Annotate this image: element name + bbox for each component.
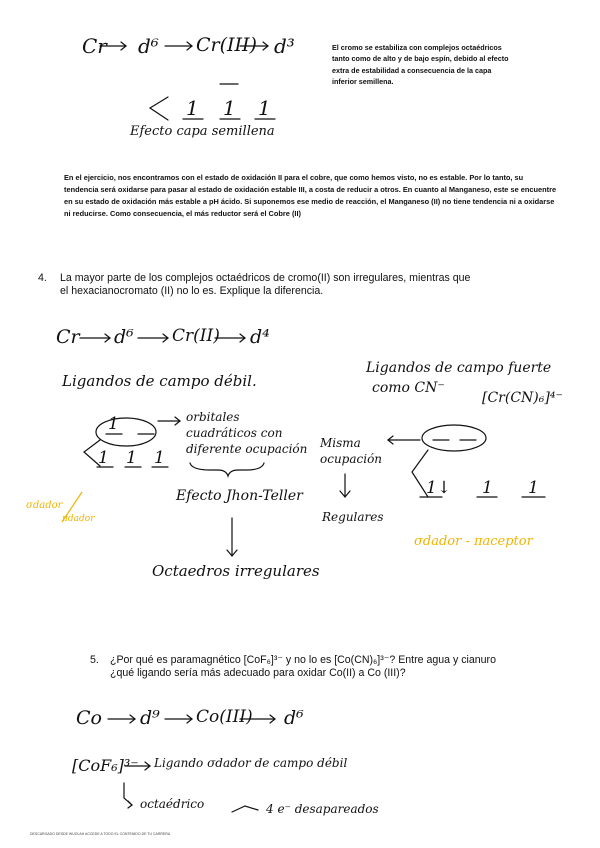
weak-top-electron: 1 bbox=[108, 414, 119, 434]
orbital-electron-1: 1 bbox=[186, 96, 199, 120]
orbital-electron-2: 1 bbox=[223, 96, 236, 120]
strong-bottom-electron-1: 1↓ bbox=[426, 478, 452, 498]
q4-eq-cr2: Cr(II) bbox=[172, 326, 220, 346]
cof6-formula: [CoF₆]³⁻ bbox=[72, 756, 139, 775]
octahedral-label: octaédrico bbox=[140, 797, 205, 811]
q5-eq-co3: Co(III) bbox=[196, 707, 253, 727]
jahn-teller-label: Efecto Jhon-Teller bbox=[176, 488, 303, 504]
eq-cr3-ion: Cr(III) bbox=[196, 34, 257, 56]
hexacyanochromate-formula: [Cr(CN)₆]⁴⁻ bbox=[482, 390, 563, 406]
question-5-line-2: ¿qué ligando sería más adecuado para oxidar Co(II) a Co (III)? bbox=[110, 667, 406, 679]
weak-sigma-ligand-label: Ligando σdador de campo débil bbox=[154, 756, 348, 770]
same-occupancy-1: Misma bbox=[320, 436, 361, 450]
sigma-donor-label: σdador bbox=[26, 500, 63, 511]
pi-donor-label: πdador bbox=[62, 514, 95, 524]
page-footer: DESCARGADO DESDE WUOLAH ACCEDE A TODO EL CONTENIDO DE TU CARRERA bbox=[30, 832, 171, 836]
eq-cr-symbol: Cr bbox=[82, 34, 107, 58]
weak-bottom-electron-2: 1 bbox=[126, 448, 137, 468]
question-4-number: 4. bbox=[38, 272, 47, 284]
weak-bottom-electron-1: 1 bbox=[98, 448, 109, 468]
same-occupancy-2: ocupación bbox=[320, 452, 383, 466]
orbitals-note-1: orbitales bbox=[186, 410, 240, 424]
explanation-paragraph: En el ejercicio, nos encontramos con el estado de oxidación II para el cobre, que como hemos visto, no es estable. Por lo tanto, su tendencia será oxidarse para pasar al estado de oxidación estable III, a costa de reducir a otros. En cuanto al Manganeso, este se encuentre en su estado de oxidación más estable a pH ácido. Si suponemos ese medio de reacción, el Manganeso (II) no tiene tendencia ni a oxidarse ni reducirse. Como consecuencia, el más reductor será el Cobre (II) bbox=[64, 173, 557, 218]
strong-field-title: Ligandos de campo fuerte bbox=[366, 360, 552, 376]
weak-field-title: Ligandos de campo débil. bbox=[62, 372, 257, 390]
q4-eq-d4: d⁴ bbox=[250, 326, 270, 348]
question-5-line-1: ¿Por qué es paramagnético [CoF₆]³⁻ y no lo es [Co(CN)₆]³⁻? Entre agua y cianuro bbox=[110, 654, 496, 666]
strong-bottom-electron-3: 1 bbox=[528, 478, 539, 498]
sigma-donor-pi-acceptor: σdador - πaceptor bbox=[414, 534, 533, 549]
regular-label: Regulares bbox=[322, 510, 384, 524]
weak-bottom-electron-3: 1 bbox=[154, 448, 165, 468]
q4-eq-cr: Cr bbox=[56, 326, 80, 348]
eq-d3-config: d³ bbox=[274, 34, 295, 58]
q5-eq-d6: d⁶ bbox=[284, 707, 304, 729]
orbital-electron-3: 1 bbox=[258, 96, 271, 120]
q5-eq-d9: d⁹ bbox=[140, 707, 160, 729]
unpaired-electrons-label: 4 e⁻ desapareados bbox=[266, 802, 379, 816]
q4-eq-d6: d⁶ bbox=[114, 326, 134, 348]
irregular-octahedra-label: Octaedros irregulares bbox=[152, 562, 320, 580]
side-note: El cromo se estabiliza con complejos octaédricos tanto como de alto y de bajo espín, debido al efecto extra de estabilidad a consecuencia de la capa inferior semillena. bbox=[332, 43, 509, 86]
eq-d6-config: d⁶ bbox=[138, 34, 159, 58]
strong-bottom-electron-2: 1 bbox=[482, 478, 493, 498]
orbitals-note-3: diferente ocupación bbox=[186, 442, 308, 456]
question-5-number: 5. bbox=[90, 654, 99, 666]
question-4-text: La mayor parte de los complejos octaédricos de cromo(II) son irregulares, mientras que el hexacianocromato (II) no lo es. Explique la diferencia. bbox=[60, 272, 471, 297]
effect-label: Efecto capa semillena bbox=[130, 124, 275, 139]
q5-eq-co: Co bbox=[76, 707, 102, 729]
orbitals-note-2: cuadráticos con bbox=[186, 426, 283, 440]
strong-field-example: como CN⁻ bbox=[372, 380, 445, 396]
